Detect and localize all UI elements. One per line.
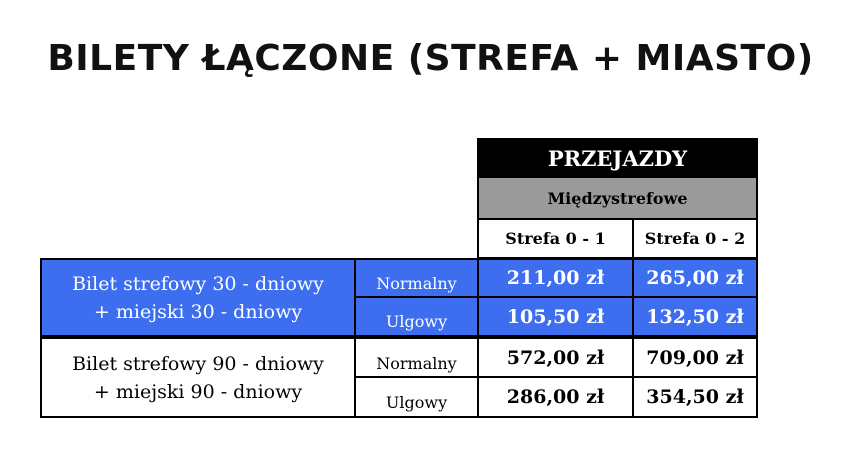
ticket-label-line2: + miejski 90 - dniowy — [93, 380, 303, 403]
fare-type-normal: Normalny — [354, 258, 479, 298]
header-miedzystrefowe: Międzystrefowe — [477, 178, 758, 218]
fare-type-reduced: Ulgowy — [354, 296, 479, 337]
price-cell: 265,00 zł — [632, 258, 758, 298]
header-zone-0-2: Strefa 0 - 2 — [632, 218, 758, 259]
ticket-label-line1: Bilet strefowy 90 - dniowy — [72, 352, 324, 375]
ticket-label-90-day — [40, 337, 356, 418]
price-cell: 105,50 zł — [477, 296, 634, 337]
ticket-label-line1: Bilet strefowy 30 - dniowy — [72, 272, 324, 295]
price-cell: 709,00 zł — [632, 337, 758, 378]
page-title: BILETY ŁĄCZONE (STREFA + MIASTO) — [47, 38, 814, 79]
price-cell: 132,50 zł — [632, 296, 758, 337]
ticket-label-line2: + miejski 30 - dniowy — [93, 300, 303, 323]
price-cell: 354,50 zł — [632, 376, 758, 418]
fare-type-reduced: Ulgowy — [354, 376, 479, 418]
ticket-label-30-day — [40, 258, 356, 337]
price-cell: 211,00 zł — [477, 258, 634, 298]
header-zone-0-1: Strefa 0 - 1 — [477, 218, 634, 259]
fare-type-normal: Normalny — [354, 337, 479, 378]
price-cell: 286,00 zł — [477, 376, 634, 418]
header-przejazdy: PRZEJAZDY — [477, 138, 758, 178]
price-cell: 572,00 zł — [477, 337, 634, 378]
